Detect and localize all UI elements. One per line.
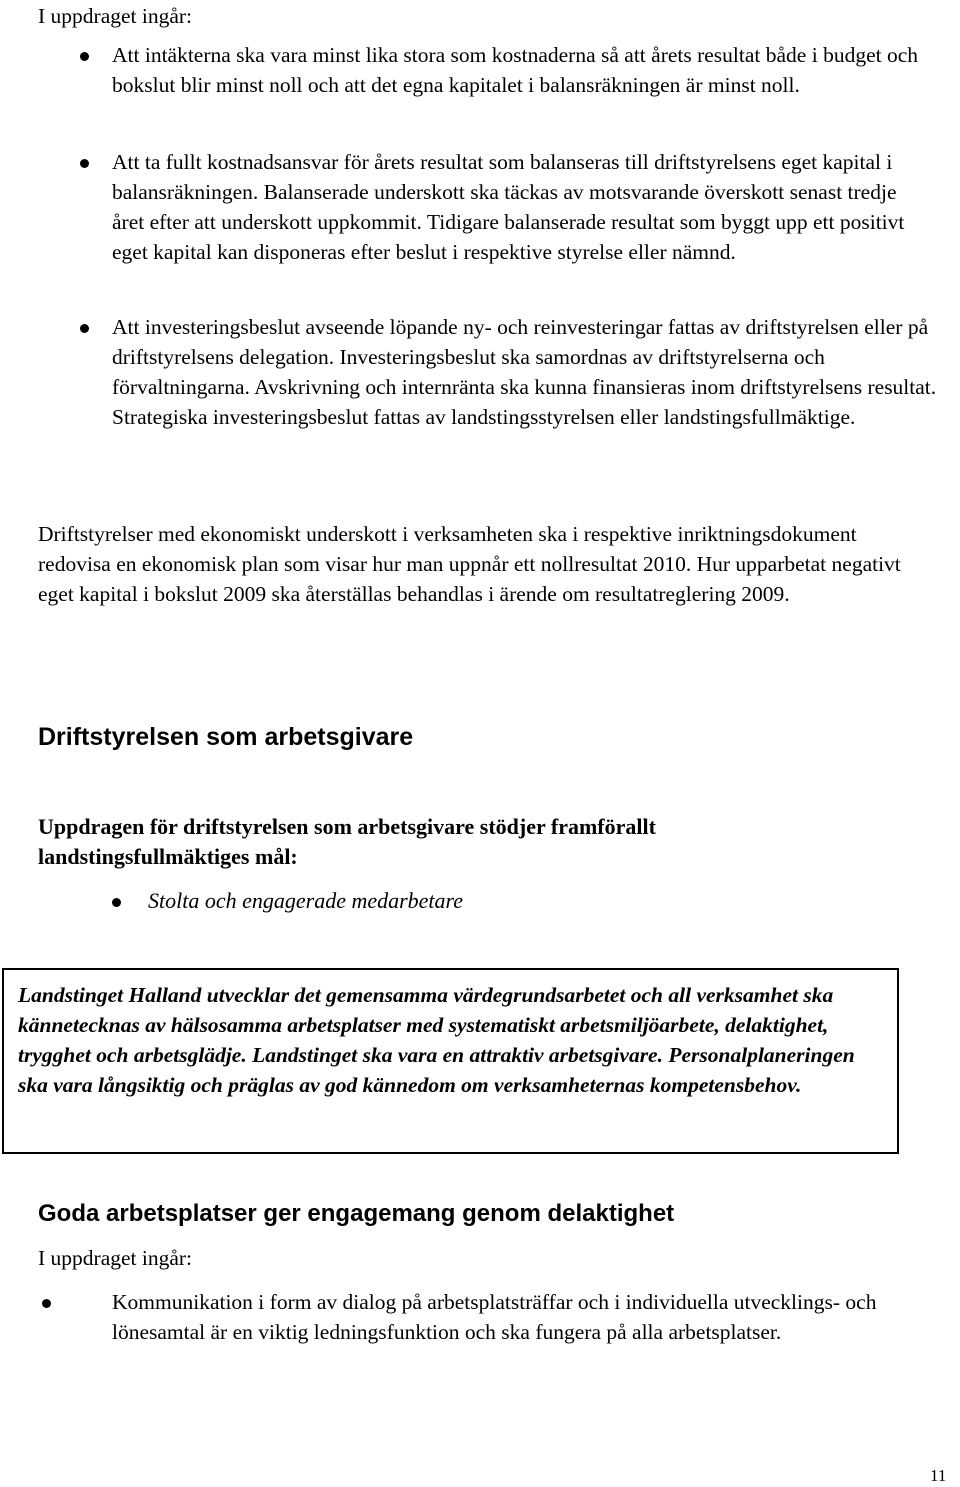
bullet-icon [80,52,89,61]
body-paragraph: Driftstyrelser med ekonomiskt underskott i verksamheten ska i respektive inriktningsdokument redovisa en ekonomisk plan som visar hur man uppnår ett nollresultat 2010. Hur upparbetat negativt eget kapital i bokslut 2009 ska återställas behandlas i ärende om resultatreglering 2009. [38,522,901,606]
subsection-heading: Uppdragen för driftstyrelsen som arbetsgivare stödjer framförallt landstingsfullmäktiges mål: [38,814,656,869]
bullet-icon [80,159,89,168]
bullet-icon [42,1299,51,1308]
list-item-text: Kommunikation i form av dialog på arbetsplatsträffar och i individuella utvecklings- och lönesamtal är en viktig ledningsfunktion och ska fungera på alla arbetsplatser. [112,1290,877,1344]
section-heading: Driftstyrelsen som arbetsgivare [38,723,414,751]
list-item-text: Att ta fullt kostnadsansvar för årets resultat som balanseras till driftstyrelsens eget kapital i balansräkningen. Balanserade underskott ska täckas av motsvarande överskott senast tredje året efter att underskott uppkommit. Tidigare balanserade resultat som byggt upp ett positivt eget kapital kan disponeras efter beslut i respektive styrelse eller nämnd. [112,150,905,264]
list-item-text: Att intäkterna ska vara minst lika stora som kostnaderna så att årets resultat både i budget och bokslut blir minst noll och att det egna kapitalet i balansräkningen är minst noll. [112,43,919,97]
goal-text: Stolta och engagerade medarbetare [148,888,464,913]
highlight-box [2,968,899,1154]
intro-text-2: I uppdraget ingår: [38,1246,193,1270]
section-heading-2: Goda arbetsplatser ger engagemang genom delaktighet [38,1200,675,1227]
page-number: 11 [930,1466,947,1485]
intro-text: I uppdraget ingår: [38,4,193,28]
list-item-text: Att investeringsbeslut avseende löpande ny- och reinvesteringar fattas av driftstyrelsen eller på driftstyrelsens delegation. Investeringsbeslut ska samordnas av driftstyrelserna och förvaltningarna. Avskrivning och internränta ska kunna finansieras inom driftstyrelsens resultat. Strategiska investeringsbeslut fattas av landstingsstyrelsen eller landstingsfullmäktige. [112,315,937,429]
bullet-icon [112,898,121,907]
bullet-icon [80,324,89,333]
highlight-box-text: Landstinget Halland utvecklar det gemensamma värdegrundsarbetet och all verksamhet ska kännetecknas av hälsosamma arbetsplatser med systematiskt arbetsmiljöarbete, delaktighet, trygghet och arbetsglädje. Landstinget ska vara en attraktiv arbetsgivare. Personalplaneringen ska vara långsiktig och präglas av god kännedom om verksamheternas kompetensbehov. [18,983,855,1097]
